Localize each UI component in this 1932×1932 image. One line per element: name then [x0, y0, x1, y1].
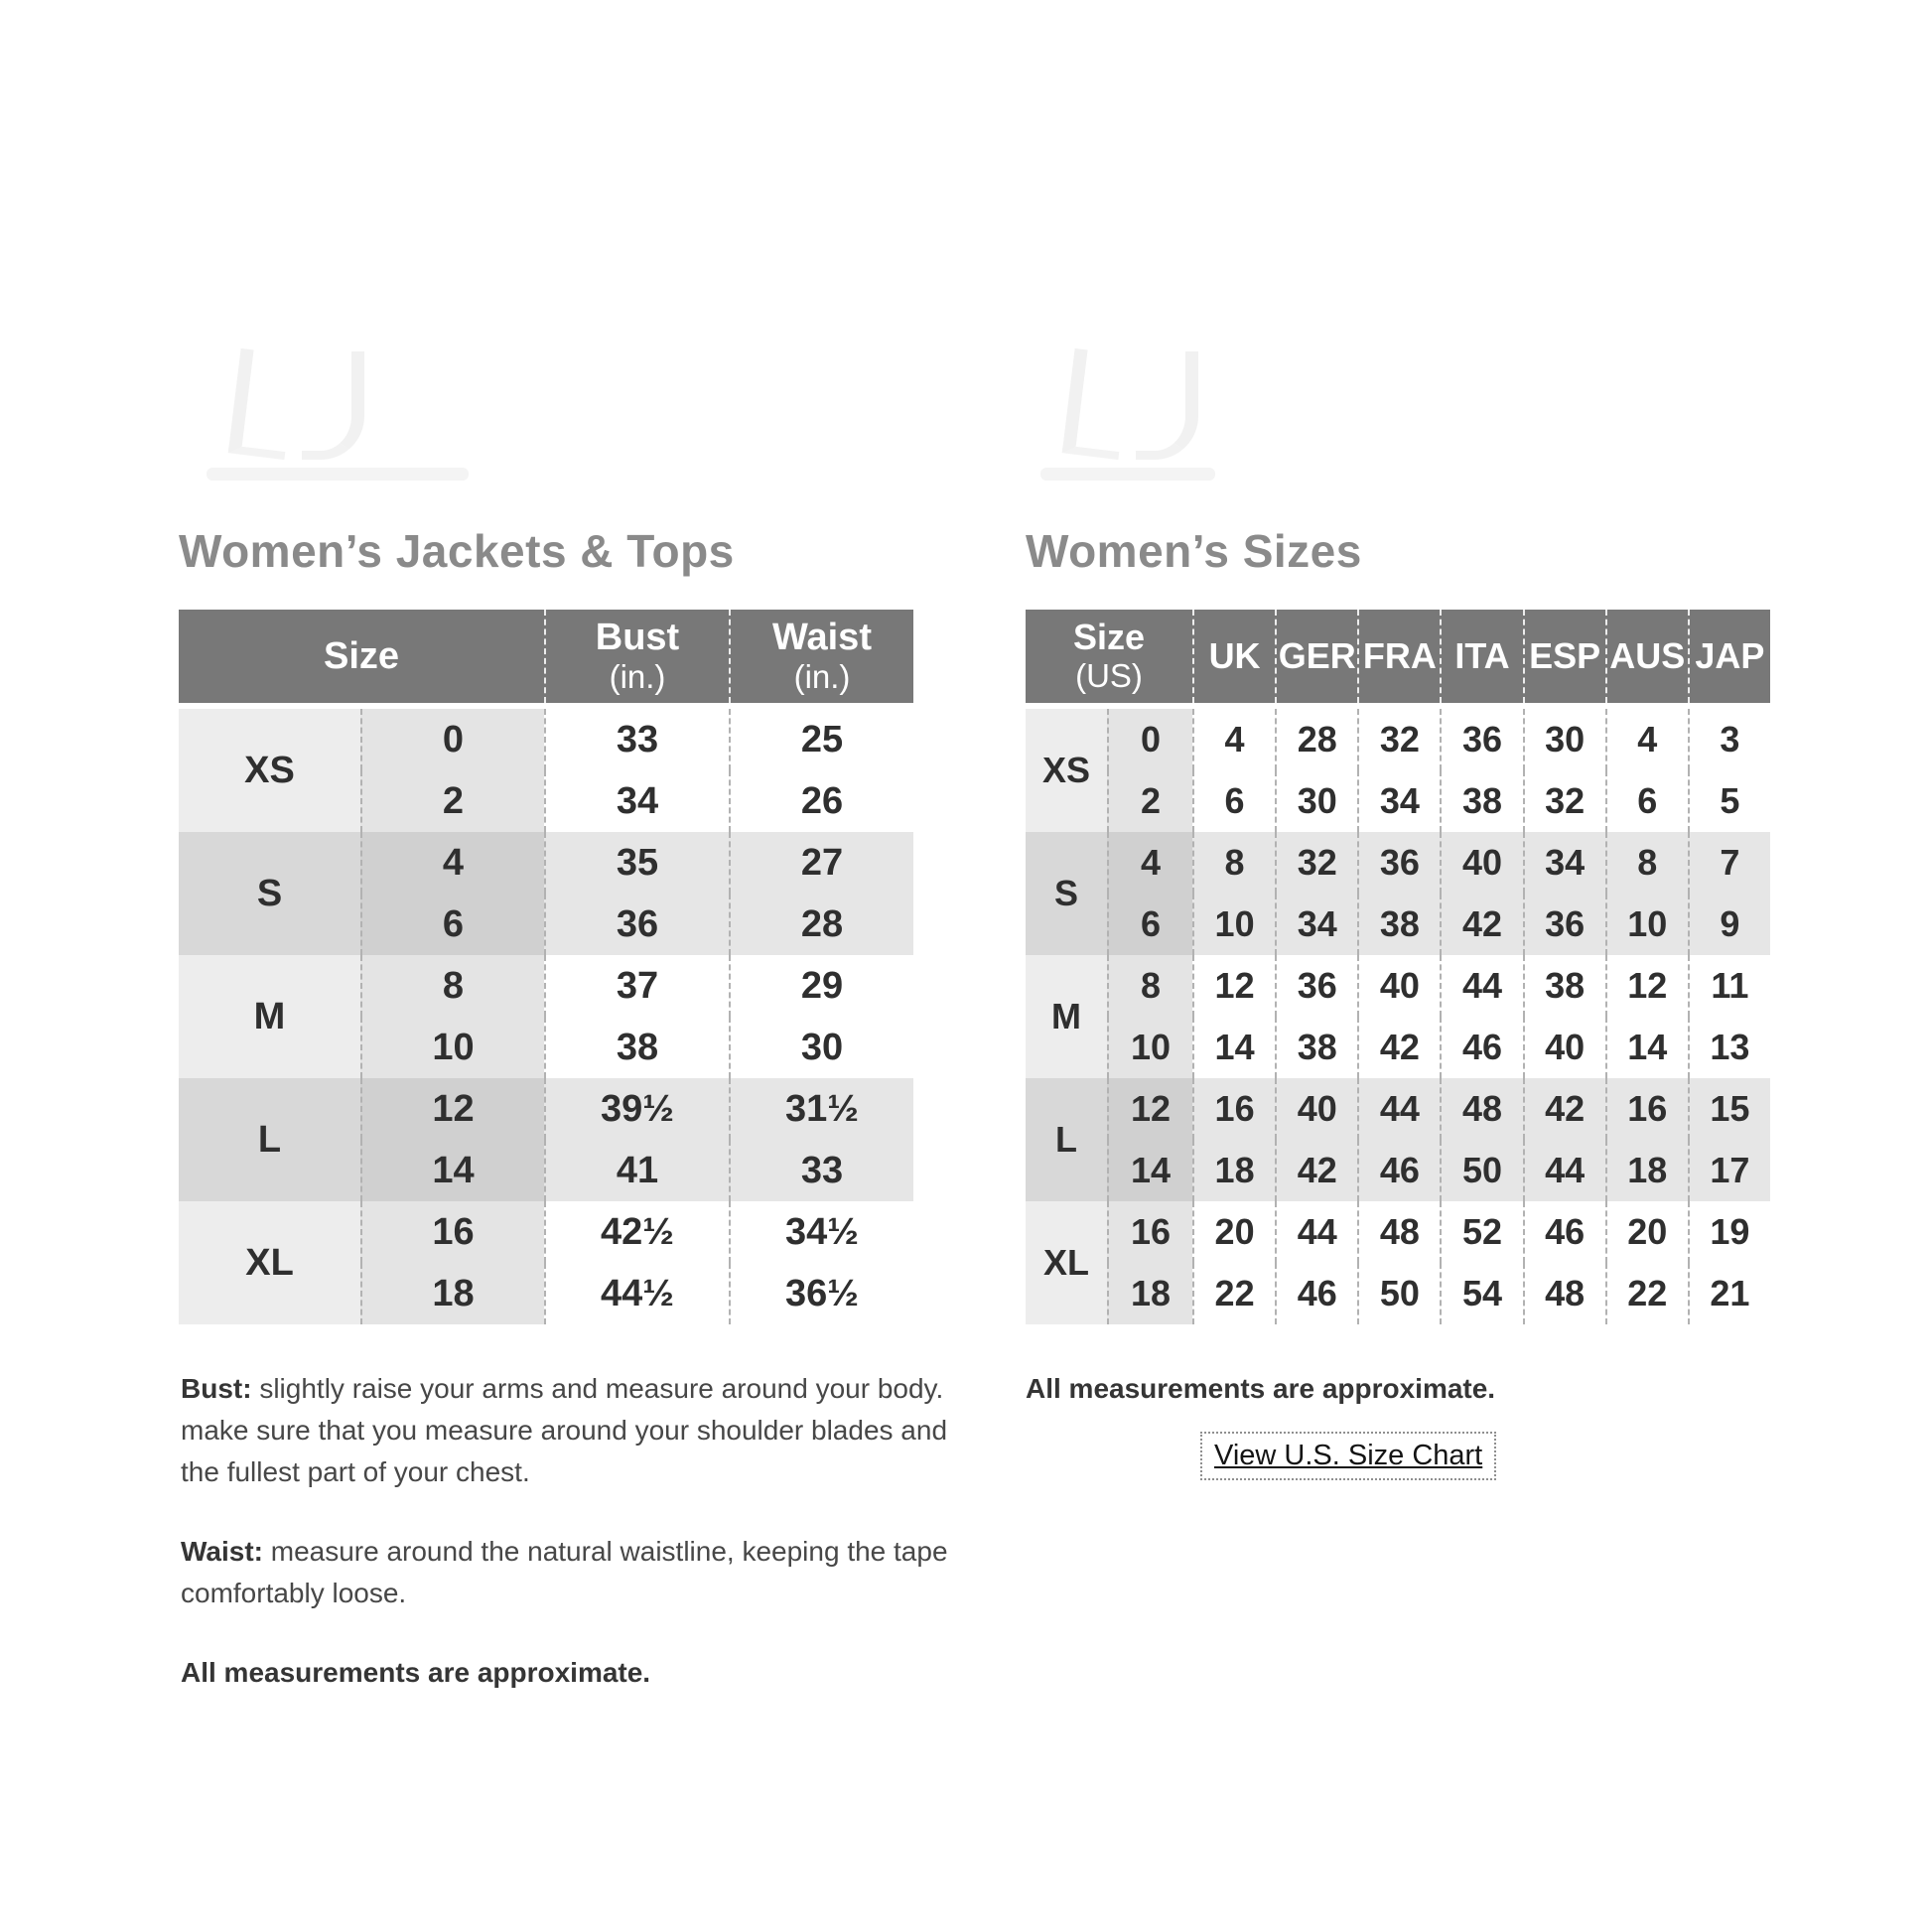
intl-size-cell: 32: [1523, 770, 1605, 832]
us-size-cell: 12: [360, 1078, 544, 1140]
bust-cell: 36: [544, 894, 729, 955]
bust-cell: 34: [544, 770, 729, 832]
intl-size-cell: 16: [1605, 1078, 1688, 1140]
size-group-label: XS: [179, 709, 360, 832]
intl-size-cell: 21: [1688, 1263, 1770, 1324]
intl-size-cell: 28: [1275, 709, 1357, 770]
intl-size-cell: 36: [1275, 955, 1357, 1017]
us-size-cell: 16: [1107, 1201, 1192, 1263]
us-size-cell: 4: [1107, 832, 1192, 894]
view-us-size-chart-link[interactable]: View U.S. Size Chart: [1200, 1432, 1496, 1480]
waist-cell: 36½: [729, 1263, 913, 1324]
column-header-aus: AUS: [1605, 610, 1688, 703]
intl-size-cell: 46: [1357, 1140, 1440, 1201]
intl-size-cell: 20: [1192, 1201, 1275, 1263]
size-group-l: [179, 1078, 913, 1201]
watermark-glyph: [228, 348, 297, 460]
intl-size-cell: 34: [1357, 770, 1440, 832]
watermark-glyph: [302, 351, 364, 460]
intl-size-cell: 22: [1192, 1263, 1275, 1324]
us-size-cell: 8: [360, 955, 544, 1017]
intl-size-cell: 17: [1688, 1140, 1770, 1201]
size-group-s: [179, 832, 913, 955]
intl-size-cell: 42: [1275, 1140, 1357, 1201]
intl-size-cell: 18: [1605, 1140, 1688, 1201]
womens-sizes-table: [1026, 610, 1770, 1324]
column-header-uk: UK: [1192, 610, 1275, 703]
us-size-cell: 14: [1107, 1140, 1192, 1201]
intl-size-cell: 32: [1357, 709, 1440, 770]
intl-size-cell: 46: [1523, 1201, 1605, 1263]
intl-size-cell: 44: [1523, 1140, 1605, 1201]
size-group-label: M: [179, 955, 360, 1078]
watermark-tagline: [207, 468, 469, 481]
waist-cell: 27: [729, 832, 913, 894]
approximate-note: All measurements are approximate.: [1026, 1373, 1496, 1404]
intl-size-cell: 30: [1523, 709, 1605, 770]
waist-note-line: comfortably loose.: [181, 1578, 407, 1608]
column-header-size-unit: (US): [1075, 656, 1143, 694]
intl-size-cell: 20: [1605, 1201, 1688, 1263]
intl-size-cell: 8: [1192, 832, 1275, 894]
intl-size-cell: 4: [1192, 709, 1275, 770]
intl-size-cell: 11: [1688, 955, 1770, 1017]
us-size-cell: 6: [1107, 894, 1192, 955]
intl-size-cell: 5: [1688, 770, 1770, 832]
column-header-bust-label: Bust: [595, 617, 680, 659]
size-group-s: [1026, 832, 1770, 955]
intl-size-cell: 42: [1523, 1078, 1605, 1140]
womens-sizes-table-header: [1026, 610, 1770, 703]
waist-note: [181, 1531, 965, 1614]
size-group-label: M: [1026, 955, 1107, 1078]
column-header-size-label: Size: [1072, 617, 1146, 658]
us-size-cell: 2: [1107, 770, 1192, 832]
column-header-ita: ITA: [1440, 610, 1522, 703]
intl-size-cell: 3: [1688, 709, 1770, 770]
column-header-bust-unit: (in.): [609, 657, 666, 695]
size-group-xs: [179, 709, 913, 832]
watermark-glyph: [1062, 348, 1131, 460]
bust-note-lead: Bust:: [181, 1373, 252, 1404]
bust-cell: 38: [544, 1017, 729, 1078]
us-size-cell: 16: [360, 1201, 544, 1263]
size-group-label: S: [179, 832, 360, 955]
column-header-waist-unit: (in.): [793, 657, 851, 695]
us-size-cell: 0: [1107, 709, 1192, 770]
bust-cell: 37: [544, 955, 729, 1017]
jackets-tops-table: [179, 610, 913, 1324]
column-header-size-us: [1026, 610, 1192, 703]
intl-size-cell: 42: [1357, 1017, 1440, 1078]
waist-note-lead: Waist:: [181, 1536, 263, 1567]
intl-size-cell: 15: [1688, 1078, 1770, 1140]
watermark-glyph: [1136, 351, 1198, 460]
intl-size-cell: 50: [1440, 1140, 1522, 1201]
us-size-cell: 12: [1107, 1078, 1192, 1140]
intl-size-cell: 10: [1192, 894, 1275, 955]
intl-size-cell: 42: [1440, 894, 1522, 955]
watermark-tagline: [1040, 468, 1215, 481]
womens-sizes-table-body: [1026, 709, 1770, 1324]
intl-size-cell: 32: [1275, 832, 1357, 894]
size-group-xs: [1026, 709, 1770, 832]
jackets-tops-section: [179, 524, 913, 1324]
waist-note-line: measure around the natural waistline, keeping the tape: [270, 1536, 948, 1567]
size-group-xl: [1026, 1201, 1770, 1324]
intl-size-cell: 44: [1357, 1078, 1440, 1140]
intl-size-cell: 40: [1357, 955, 1440, 1017]
waist-cell: 33: [729, 1140, 913, 1201]
intl-size-cell: 38: [1275, 1017, 1357, 1078]
waist-cell: 34½: [729, 1201, 913, 1263]
us-size-cell: 0: [360, 709, 544, 770]
waist-cell: 30: [729, 1017, 913, 1078]
bust-cell: 35: [544, 832, 729, 894]
us-size-cell: 18: [1107, 1263, 1192, 1324]
bust-note-line: make sure that you measure around your shoulder blades and: [181, 1415, 948, 1446]
sizes-notes: [1026, 1368, 1770, 1480]
column-header-bust: [544, 610, 729, 703]
intl-size-cell: 36: [1440, 709, 1522, 770]
intl-size-cell: 40: [1440, 832, 1522, 894]
jackets-tops-title: Women’s Jackets & Tops: [179, 525, 735, 577]
size-group-label: XL: [179, 1201, 360, 1324]
intl-size-cell: 38: [1357, 894, 1440, 955]
womens-sizes-title: Women’s Sizes: [1026, 525, 1362, 577]
intl-size-cell: 48: [1440, 1078, 1522, 1140]
bust-note-line: the fullest part of your chest.: [181, 1456, 530, 1487]
size-group-label: XS: [1026, 709, 1107, 832]
intl-size-cell: 12: [1605, 955, 1688, 1017]
watermark-logo: [207, 349, 504, 481]
intl-size-cell: 12: [1192, 955, 1275, 1017]
waist-cell: 31½: [729, 1078, 913, 1140]
intl-size-cell: 30: [1275, 770, 1357, 832]
intl-size-cell: 7: [1688, 832, 1770, 894]
intl-size-cell: 19: [1688, 1201, 1770, 1263]
column-header-fra: FRA: [1357, 610, 1440, 703]
intl-size-cell: 44: [1275, 1201, 1357, 1263]
intl-size-cell: 14: [1605, 1017, 1688, 1078]
womens-sizes-section: [1026, 524, 1770, 1324]
intl-size-cell: 52: [1440, 1201, 1522, 1263]
bust-note: [181, 1368, 965, 1493]
waist-cell: 26: [729, 770, 913, 832]
intl-size-cell: 34: [1275, 894, 1357, 955]
us-size-cell: 10: [1107, 1017, 1192, 1078]
intl-size-cell: 6: [1605, 770, 1688, 832]
bust-cell: 42½: [544, 1201, 729, 1263]
size-group-label: XL: [1026, 1201, 1107, 1324]
intl-size-cell: 40: [1523, 1017, 1605, 1078]
waist-cell: 29: [729, 955, 913, 1017]
waist-cell: 28: [729, 894, 913, 955]
approximate-note: All measurements are approximate.: [181, 1657, 651, 1688]
intl-size-cell: 6: [1192, 770, 1275, 832]
intl-size-cell: 13: [1688, 1017, 1770, 1078]
intl-size-cell: 46: [1440, 1017, 1522, 1078]
intl-size-cell: 10: [1605, 894, 1688, 955]
bust-cell: 44½: [544, 1263, 729, 1324]
us-size-cell: 10: [360, 1017, 544, 1078]
bust-cell: 41: [544, 1140, 729, 1201]
us-size-cell: 4: [360, 832, 544, 894]
size-group-m: [179, 955, 913, 1078]
us-size-cell: 6: [360, 894, 544, 955]
intl-size-cell: 54: [1440, 1263, 1522, 1324]
intl-size-cell: 9: [1688, 894, 1770, 955]
intl-size-cell: 48: [1523, 1263, 1605, 1324]
bust-cell: 39½: [544, 1078, 729, 1140]
intl-size-cell: 18: [1192, 1140, 1275, 1201]
jackets-tops-table-header: [179, 610, 913, 703]
us-size-cell: 8: [1107, 955, 1192, 1017]
us-size-cell: 2: [360, 770, 544, 832]
watermark-logo: [1040, 349, 1239, 481]
column-header-size: Size: [323, 634, 400, 677]
intl-size-cell: 16: [1192, 1078, 1275, 1140]
jackets-tops-table-body: [179, 709, 913, 1324]
column-header-waist-label: Waist: [772, 617, 872, 659]
intl-size-cell: 48: [1357, 1201, 1440, 1263]
intl-size-cell: 38: [1440, 770, 1522, 832]
intl-size-cell: 38: [1523, 955, 1605, 1017]
intl-size-cell: 44: [1440, 955, 1522, 1017]
waist-cell: 25: [729, 709, 913, 770]
intl-size-cell: 50: [1357, 1263, 1440, 1324]
intl-size-cell: 34: [1523, 832, 1605, 894]
size-group-label: L: [179, 1078, 360, 1201]
column-header-jap: JAP: [1688, 610, 1770, 703]
intl-size-cell: 4: [1605, 709, 1688, 770]
intl-size-cell: 8: [1605, 832, 1688, 894]
size-group-label: L: [1026, 1078, 1107, 1201]
us-size-cell: 14: [360, 1140, 544, 1201]
us-size-cell: 18: [360, 1263, 544, 1324]
size-group-m: [1026, 955, 1770, 1078]
intl-size-cell: 36: [1357, 832, 1440, 894]
intl-size-cell: 22: [1605, 1263, 1688, 1324]
size-group-label: S: [1026, 832, 1107, 955]
column-header-waist: [729, 610, 913, 703]
size-group-xl: [179, 1201, 913, 1324]
column-header-ger: GER: [1275, 610, 1357, 703]
intl-size-cell: 14: [1192, 1017, 1275, 1078]
size-group-l: [1026, 1078, 1770, 1201]
intl-size-cell: 36: [1523, 894, 1605, 955]
bust-cell: 33: [544, 709, 729, 770]
intl-size-cell: 40: [1275, 1078, 1357, 1140]
intl-size-cell: 46: [1275, 1263, 1357, 1324]
bust-note-line: slightly raise your arms and measure around your body.: [259, 1373, 944, 1404]
column-header-esp: ESP: [1523, 610, 1605, 703]
measuring-notes: [181, 1368, 965, 1731]
